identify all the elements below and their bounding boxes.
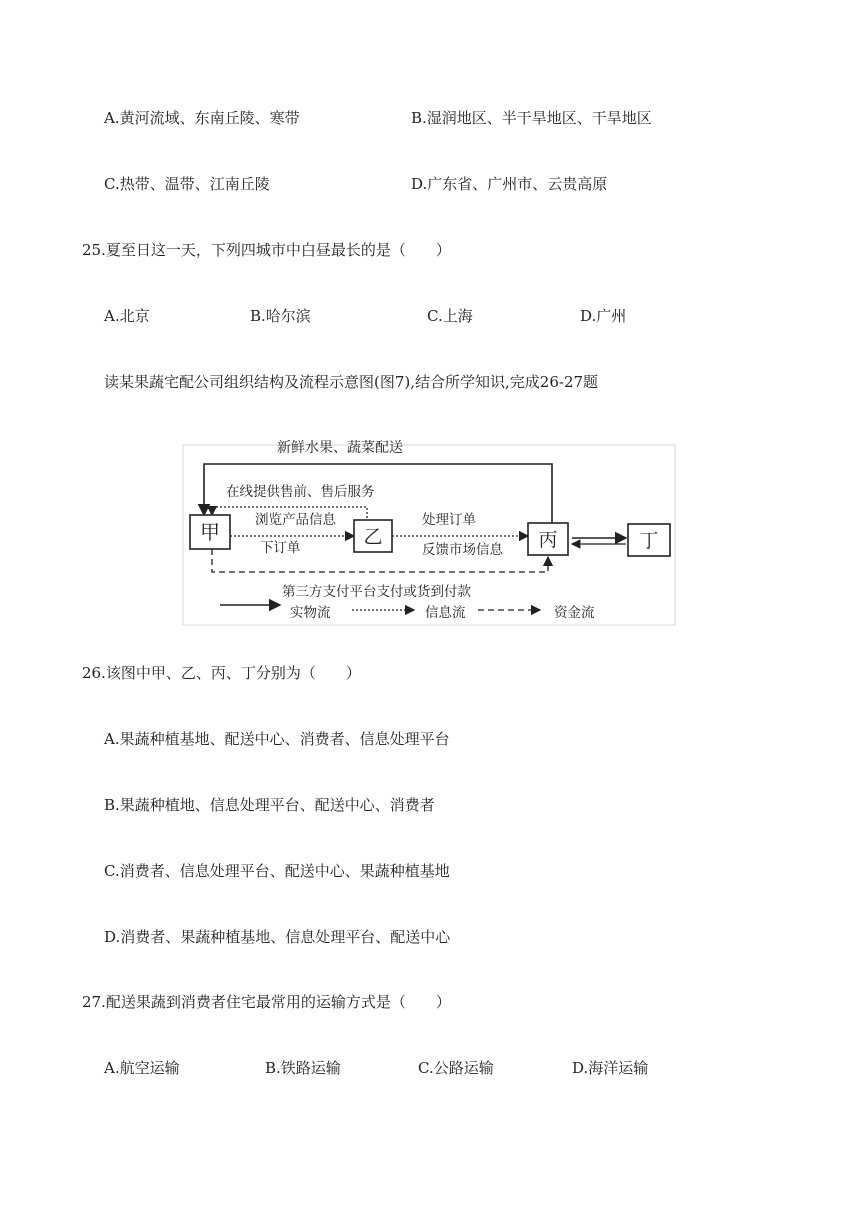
q24-option-b: B.湿润地区、半干旱地区、干旱地区 (411, 109, 652, 127)
label-top-flow: 新鲜水果、蔬菜配送 (277, 440, 403, 456)
q26-option-c: C.消费者、信息处理平台、配送中心、果蔬种植基地 (104, 862, 450, 880)
q27-option-a: A.航空运输 (104, 1059, 180, 1077)
q26-stem: 26.该图中甲、乙、丙、丁分别为（ ） (82, 664, 361, 682)
label-process: 处理订单 (422, 512, 476, 528)
q26-option-d: D.消费者、果蔬种植基地、信息处理平台、配送中心 (104, 928, 451, 946)
node-jia-label: 甲 (200, 520, 220, 544)
q25-option-b: B.哈尔滨 (250, 307, 311, 325)
legend-info: 信息流 (425, 605, 466, 621)
flow-diagram (182, 410, 677, 630)
node-ding-label: 丁 (639, 530, 659, 552)
q24-option-a: A.黄河流域、东南丘陵、寒带 (104, 109, 300, 127)
legend-physical: 实物流 (290, 605, 331, 621)
q27-option-c: C.公路运输 (418, 1059, 494, 1077)
label-feedback: 反馈市场信息 (422, 542, 503, 558)
q27-option-d: D.海洋运输 (572, 1059, 649, 1077)
q24-option-c: C.热带、温带、江南丘陵 (104, 175, 270, 193)
label-payment: 第三方支付平台支付或货到付款 (282, 584, 471, 600)
label-browse: 浏览产品信息 (255, 512, 336, 528)
q25-stem: 25.夏至日这一天，下列四城市中白昼最长的是（ ） (82, 241, 451, 259)
label-service: 在线提供售前、售后服务 (226, 484, 375, 500)
figure-intro: 读某果蔬宅配公司组织结构及流程示意图(图7),结合所学知识,完成26-27题 (104, 373, 599, 391)
q26-option-a: A.果蔬种植基地、配送中心、消费者、信息处理平台 (104, 730, 450, 748)
q27-stem: 27.配送果蔬到消费者住宅最常用的运输方式是（ ） (82, 993, 451, 1011)
q26-option-b: B.果蔬种植地、信息处理平台、配送中心、消费者 (104, 796, 435, 814)
label-order: 下订单 (260, 540, 301, 556)
q25-option-c: C.上海 (427, 307, 473, 325)
legend-money: 资金流 (554, 605, 595, 621)
q25-option-d: D.广州 (580, 307, 627, 325)
node-yi-label: 乙 (363, 526, 383, 548)
q25-option-a: A.北京 (104, 307, 150, 325)
q27-option-b: B.铁路运输 (265, 1059, 341, 1077)
q24-option-d: D.广东省、广州市、云贵高原 (411, 175, 608, 193)
node-bing-label: 丙 (538, 529, 558, 551)
